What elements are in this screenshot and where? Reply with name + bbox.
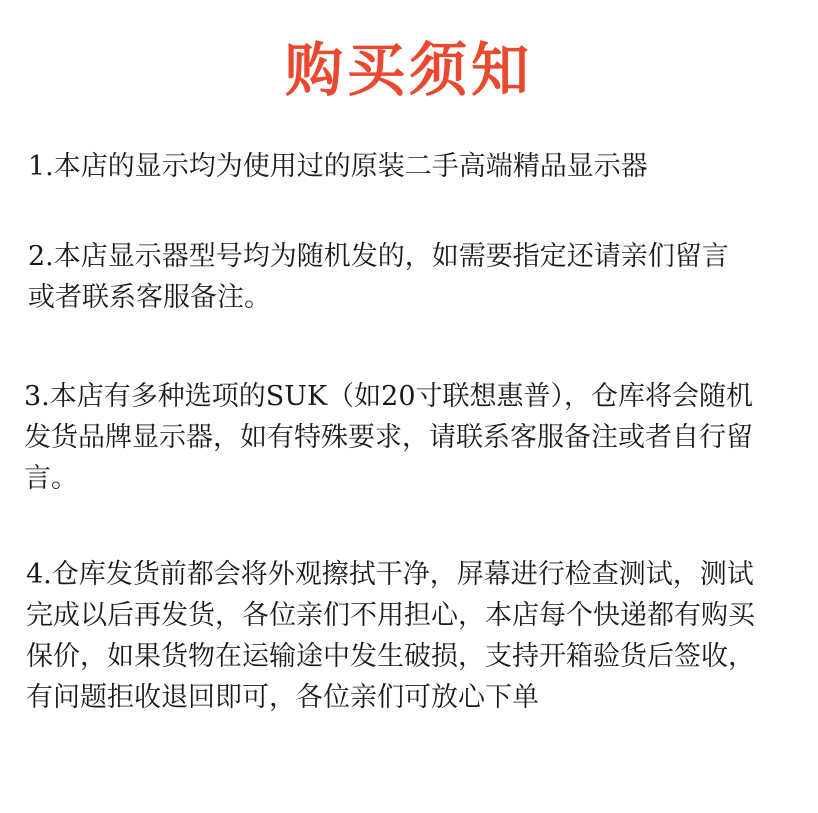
notice-line: 发货品牌显示器，如有特殊要求，请联系客服备注或者自行留	[24, 422, 753, 453]
notice-line: 有问题拒收退回即可，各位亲们可放心下单	[26, 682, 539, 713]
notice-line: 或者联系客服备注。	[28, 282, 271, 313]
notice-item-4	[26, 554, 755, 718]
notice-line: 4.仓库发货前都会将外观擦拭干净，屏幕进行检查测试，测试	[26, 559, 754, 590]
notice-item-2	[28, 236, 729, 318]
notice-line: 保价，如果货物在运输途中发生破损，支持开箱验货后签收，	[26, 641, 755, 672]
notice-item-3	[24, 376, 753, 499]
notice-line: 完成以后再发货，各位亲们不用担心，本店每个快递都有购买	[26, 600, 755, 631]
notice-item-1	[28, 146, 648, 187]
notice-line: 2.本店显示器型号均为随机发的，如需要指定还请亲们留言	[28, 241, 729, 272]
notice-line: 言。	[24, 463, 78, 494]
page-title: 购买须知	[284, 36, 533, 104]
notice-line: 1.本店的显示均为使用过的原装二手高端精品显示器	[28, 151, 648, 182]
notice-line: 3.本店有多种选项的SUK（如20寸联想惠普），仓库将会随机	[24, 381, 754, 412]
